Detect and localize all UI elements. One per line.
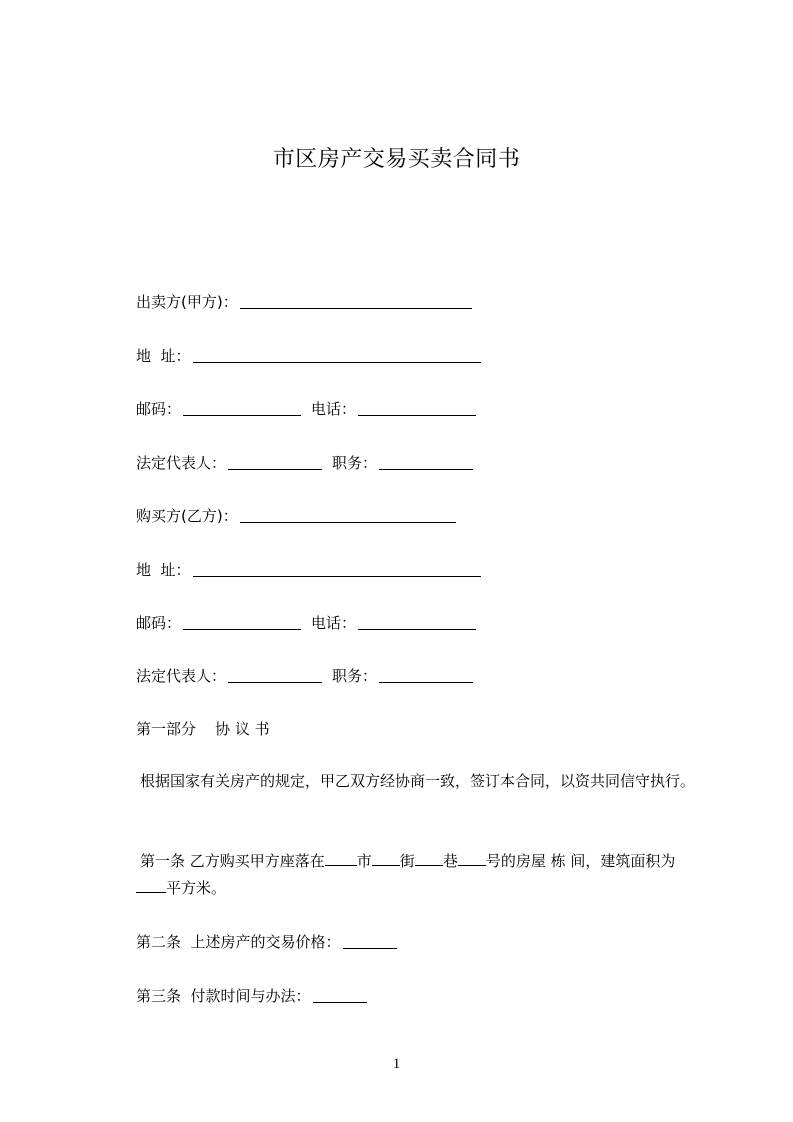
seller-representative-row xyxy=(136,453,475,473)
seller-address-blank[interactable] xyxy=(193,347,481,363)
buyer-representative-row xyxy=(136,666,475,686)
article-three-text: 第三条 付款时间与办法： xyxy=(136,987,311,1005)
street-blank[interactable] xyxy=(372,851,400,866)
article-one-text-3: 街 xyxy=(399,852,415,870)
buyer-phone-blank[interactable] xyxy=(358,614,476,630)
seller-address-row xyxy=(136,346,483,366)
page-number: 1 xyxy=(392,1056,401,1072)
buyer-postcode-blank[interactable] xyxy=(183,614,301,630)
buyer-legal-rep-label: 法定代表人： xyxy=(136,667,227,685)
article-two-text: 第二条 上述房产的交易价格： xyxy=(136,933,341,951)
lane-blank[interactable] xyxy=(415,851,443,866)
seller-address-label: 地 址： xyxy=(136,347,191,365)
article-one-text-2: 市 xyxy=(356,852,372,870)
payment-blank[interactable] xyxy=(313,987,367,1003)
seller-phone-label: 电话： xyxy=(311,400,357,418)
article-one-text-5: 号的房屋 栋 间，建筑面积为 xyxy=(485,852,676,870)
article-two-row xyxy=(136,932,399,952)
article-one-text-1: 第一条 乙方购买甲方座落在 xyxy=(140,852,325,870)
buyer-address-label: 地 址： xyxy=(136,561,191,579)
number-blank[interactable] xyxy=(458,851,486,866)
article-one xyxy=(136,848,704,902)
seller-contact-row xyxy=(136,399,478,419)
buyer-name-blank[interactable] xyxy=(240,507,456,523)
buyer-position-blank[interactable] xyxy=(379,667,473,683)
article-one-text-6: 平方米。 xyxy=(166,879,227,897)
price-blank[interactable] xyxy=(343,933,397,949)
buyer-phone-label: 电话： xyxy=(311,614,357,632)
seller-name-row xyxy=(136,292,474,312)
buyer-legal-rep-blank[interactable] xyxy=(228,667,322,683)
buyer-contact-row xyxy=(136,613,478,633)
city-blank[interactable] xyxy=(325,851,357,866)
seller-name-blank[interactable] xyxy=(240,293,472,309)
intro-paragraph: 根据国家有关房产的规定，甲乙双方经协商一致，签订本合同，以资共同信守执行。 xyxy=(140,772,696,790)
seller-label: 出卖方(甲方)： xyxy=(136,293,238,311)
part-one-heading: 第一部分 协 议 书 xyxy=(136,720,270,738)
seller-phone-blank[interactable] xyxy=(358,400,476,416)
seller-postcode-label: 邮码： xyxy=(136,400,182,418)
buyer-address-row xyxy=(136,560,483,580)
buyer-label: 购买方(乙方)： xyxy=(136,507,238,525)
buyer-postcode-label: 邮码： xyxy=(136,614,182,632)
article-three-row xyxy=(136,986,369,1006)
seller-legal-rep-label: 法定代表人： xyxy=(136,454,227,472)
buyer-position-label: 职务： xyxy=(332,667,378,685)
buyer-name-row xyxy=(136,506,458,526)
seller-legal-rep-blank[interactable] xyxy=(228,454,322,470)
seller-position-label: 职务： xyxy=(332,454,378,472)
seller-position-blank[interactable] xyxy=(379,454,473,470)
document-title: 市区房产交易买卖合同书 xyxy=(272,147,521,172)
area-blank[interactable] xyxy=(136,878,166,893)
seller-postcode-blank[interactable] xyxy=(183,400,301,416)
article-one-text-4: 巷 xyxy=(442,852,458,870)
buyer-address-blank[interactable] xyxy=(193,561,481,577)
